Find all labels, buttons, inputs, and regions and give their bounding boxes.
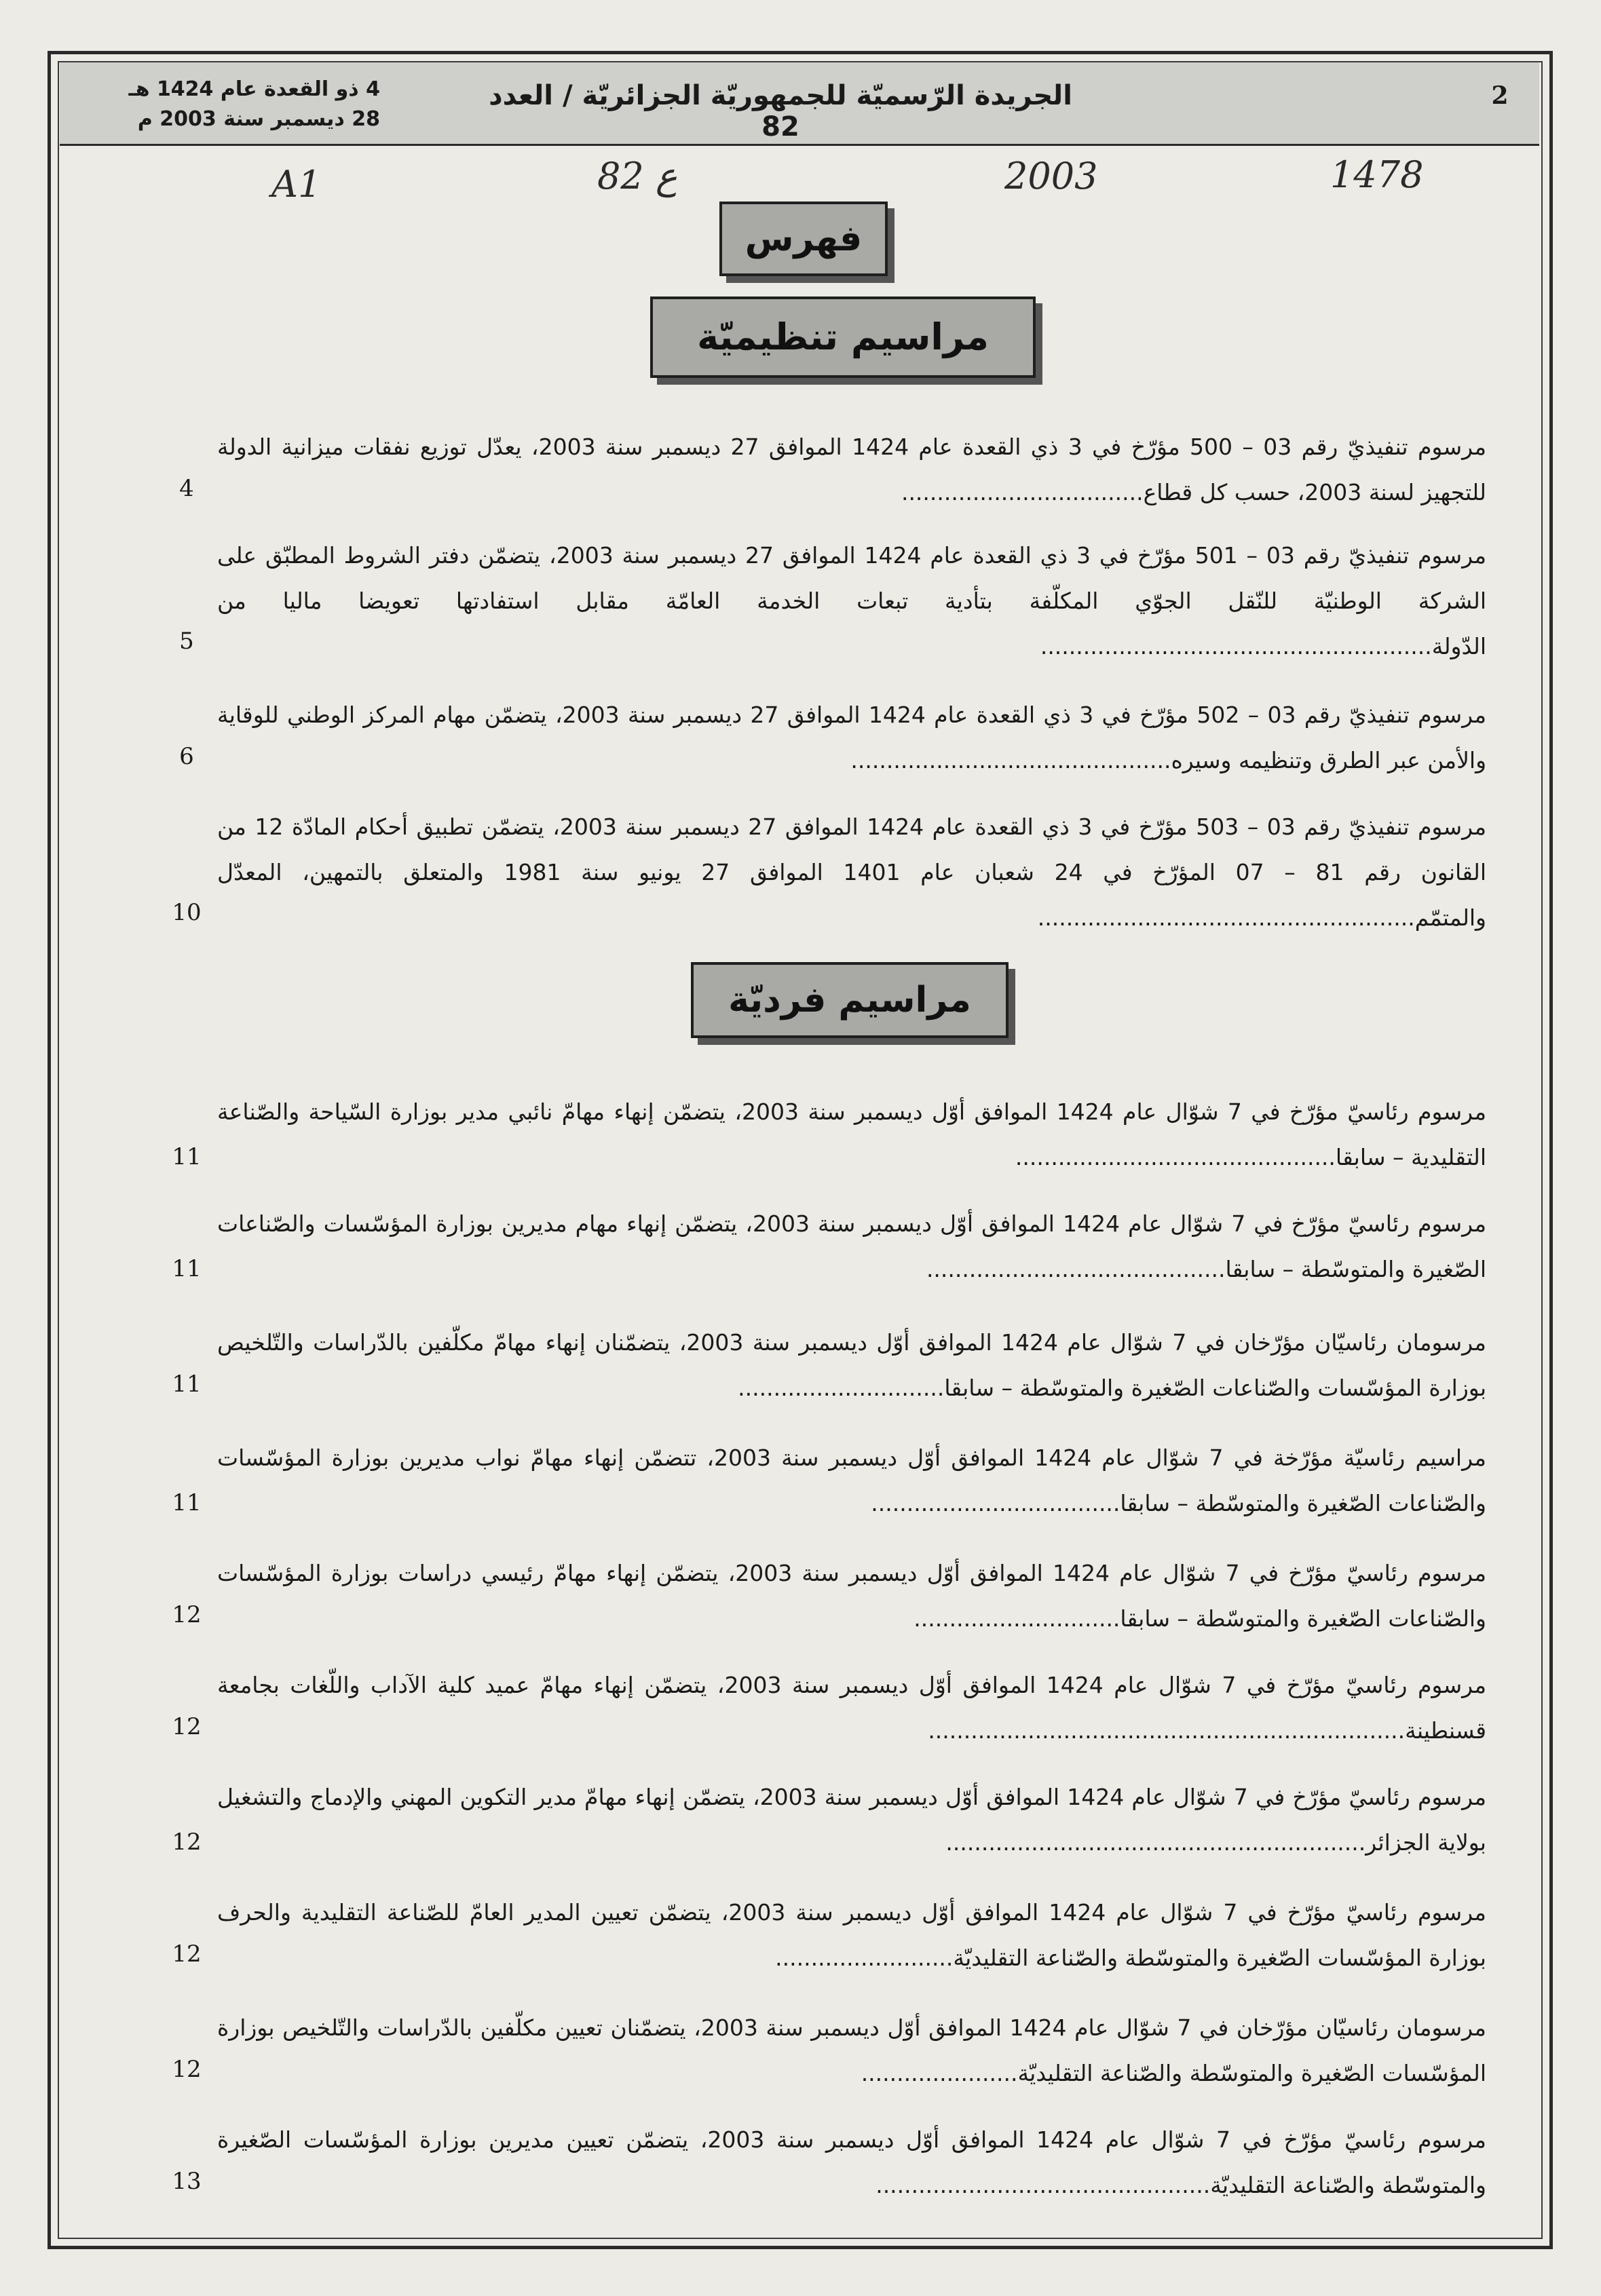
regulatory-entry-1 <box>217 424 1486 515</box>
entry-text: مرسومان رئاسيّان مؤرّخان في 7 شوّال عام 1424 الموافق أوّل ديسمبر سنة 2003، يتضمّنان تعيين مكلّفين بالدّراسات والتّلخيص بوزارة المؤسّسات الصّغيرة والمتوسّطة والصّناعة التقليديّة <box>217 2014 1486 2086</box>
entry-text: مرسوم تنفيذيّ رقم 03 – 501 مؤرّخ في 3 ذي القعدة عام 1424 الموافق 27 ديسمبر سنة 2003، يتضمّن دفتر الشروط المطبّق على الشركة الوطنيّة للنّقل الجوّي المكلّفة بتأدية تبعات الخدمة العامّة مقابل استفادتها تعويضا ماليا من الدّولة <box>217 542 1487 659</box>
regulatory-section-title: مراسيم تنظيميّة <box>650 296 1036 378</box>
individual-entry-9-page: 12 <box>172 2056 202 2083</box>
entry-text: مرسوم رئاسيّ مؤرّخ في 7 شوّال عام 1424 الموافق أوّل ديسمبر سنة 2003، يتضمّن إنهاء مهامّ مدير التكوين المهني والإدماج والتشغيل بولاية الجزائر <box>217 1784 1486 1856</box>
regulatory-entry-4 <box>217 804 1486 940</box>
regulatory-entry-2 <box>217 533 1486 669</box>
header-date-hijri: 4 ذو القعدة عام 1424 هـ <box>128 77 380 101</box>
leader-dots: ............................................... <box>875 2172 1211 2198</box>
entry-text: مراسيم رئاسيّة مؤرّخة في 7 شوّال عام 1424 الموافق أوّل ديسمبر سنة 2003، تتضمّن إنهاء مهامّ نواب مديرين بوزارة المؤسّسات والصّناعات الصّغيرة والمتوسّطة – سابقا <box>217 1444 1486 1516</box>
individual-entry-3 <box>217 1320 1486 1411</box>
handwritten-mark-1: A1 <box>271 163 322 206</box>
individual-entry-2-page: 11 <box>172 1255 202 1282</box>
individual-entry-5-page: 12 <box>172 1601 202 1628</box>
individual-entry-9 <box>217 2005 1486 2096</box>
header-date-gregorian: 28 ديسمبر سنة 2003 م <box>137 107 380 131</box>
individual-entry-6-page: 12 <box>172 1713 202 1740</box>
entry-text: مرسوم رئاسيّ مؤرّخ في 7 شوّال عام 1424 الموافق أوّل ديسمبر سنة 2003، يتضمّن إنهاء مهامّ رئيسي دراسات بوزارة المؤسّسات والصّناعات الصّغيرة والمتوسّطة – سابقا <box>217 1560 1486 1632</box>
leader-dots: ................................... <box>871 1490 1120 1516</box>
individual-entry-7-page: 12 <box>172 1829 202 1856</box>
leader-dots: ................................................................... <box>928 1717 1406 1744</box>
regulatory-entry-1-page: 4 <box>179 475 194 502</box>
individual-entry-4 <box>217 1435 1486 1526</box>
entry-text: مرسوم رئاسيّ مؤرّخ في 7 شوّال عام 1424 الموافق أوّل ديسمبر سنة 2003، يتضمّن إنهاء مهامّ عميد كلية الآداب واللّغات بجامعة قسنطينة <box>217 1672 1486 1744</box>
header-date <box>68 75 380 134</box>
individual-entry-4-page: 11 <box>172 1489 202 1516</box>
entry-text: مرسوم رئاسيّ مؤرّخ في 7 شوّال عام 1424 الموافق أوّل ديسمبر سنة 2003، يتضمّن إنهاء مهامّ نائبي مدير بوزارة السّياحة والصّناعة التقليدية – سابقا <box>217 1098 1486 1170</box>
regulatory-entry-3-page: 6 <box>179 743 194 770</box>
individual-entry-6 <box>217 1662 1486 1753</box>
handwritten-mark-2: 82 ع <box>597 155 678 197</box>
entry-text: مرسوم رئاسيّ مؤرّخ في 7 شوّال عام 1424 الموافق أوّل ديسمبر سنة 2003، يتضمّن تعيين مديرين بوزارة المؤسّسات الصّغيرة والمتوسّطة والصّناعة التقليديّة <box>217 2126 1486 2198</box>
leader-dots: ..................................................... <box>1037 904 1415 931</box>
leader-dots: ......................... <box>775 1945 954 1971</box>
entry-text: مرسوم تنفيذيّ رقم 03 – 500 مؤرّخ في 3 ذي القعدة عام 1424 الموافق 27 ديسمبر سنة 2003، يعدّل توزيع نفقات ميزانية الدولة للتجهيز لسنة 2003، حسب كل قطاع <box>217 434 1486 505</box>
handwritten-mark-4: 1478 <box>1330 153 1424 196</box>
individual-entry-1 <box>217 1089 1486 1180</box>
individual-entry-7 <box>217 1774 1486 1865</box>
leader-dots: ............................................. <box>1015 1144 1336 1170</box>
leader-dots: ........................................................... <box>945 1829 1366 1856</box>
individual-entry-2 <box>217 1201 1486 1292</box>
entry-text: مرسومان رئاسيّان مؤرّخان في 7 شوّال عام 1424 الموافق أوّل ديسمبر سنة 2003، يتضمّنان إنهاء مهامّ مكلّفين بالدّراسات والتّلخيص بوزارة المؤسّسات والصّناعات الصّغيرة والمتوسّطة – سابقا <box>217 1329 1486 1401</box>
leader-dots: ............................. <box>738 1375 945 1401</box>
entry-text: مرسوم رئاسيّ مؤرّخ في 7 شوّال عام 1424 الموافق أوّل ديسمبر سنة 2003، يتضمّن تعيين المدير العامّ للصّناعة التقليدية والحرف بوزارة المؤسّسات الصّغيرة والمتوسّطة والصّناعة التقليديّة <box>217 1899 1486 1971</box>
index-title: فهرس <box>719 202 888 276</box>
leader-dots: .......................................... <box>926 1256 1226 1282</box>
regulatory-entry-4-page: 10 <box>172 899 202 926</box>
individual-entry-8 <box>217 1890 1486 1981</box>
entry-text: مرسوم تنفيذيّ رقم 03 – 503 مؤرّخ في 3 ذي القعدة عام 1424 الموافق 27 ديسمبر سنة 2003، يتضمّن تطبيق أحكام المادّة 12 من القانون رقم 81 – 07 المؤرّخ في 24 شعبان عام 1401 الموافق 27 يونيو سنة 1981 والمتعلق بالتمهين، المعدّل والمتمّم <box>217 814 1487 931</box>
individual-entry-3-page: 11 <box>172 1371 202 1398</box>
header-page-number: 2 <box>1491 81 1509 110</box>
individual-entry-10-page: 13 <box>172 2168 202 2195</box>
header-title: الجريدة الرّسميّة للجمهوريّة الجزائريّة / العدد 82 <box>489 80 1072 142</box>
handwritten-mark-3: 2003 <box>1004 155 1098 197</box>
regulatory-entry-2-page: 5 <box>179 628 194 655</box>
individual-entry-10 <box>217 2117 1486 2208</box>
leader-dots: ............................................. <box>850 747 1171 773</box>
regulatory-entry-3 <box>217 692 1486 783</box>
leader-dots: ...................... <box>861 2060 1018 2086</box>
entry-text: مرسوم رئاسيّ مؤرّخ في 7 شوّال عام 1424 الموافق أوّل ديسمبر سنة 2003، يتضمّن إنهاء مهام مديرين بوزارة المؤسّسات والصّناعات الصّغيرة والمتوسّطة – سابقا <box>217 1210 1487 1282</box>
individual-entry-8-page: 12 <box>172 1940 202 1968</box>
individual-entry-1-page: 11 <box>172 1143 202 1170</box>
leader-dots: ............................. <box>913 1605 1120 1632</box>
leader-dots: .................................. <box>901 479 1144 505</box>
individual-section-title: مراسيم فرديّة <box>691 962 1009 1038</box>
leader-dots: ....................................................... <box>1040 633 1432 659</box>
entry-text: مرسوم تنفيذيّ رقم 03 – 502 مؤرّخ في 3 ذي القعدة عام 1424 الموافق 27 ديسمبر سنة 2003، يتضمّن مهام المركز الوطني للوقاية والأمن عبر الطرق وتنظيمه وسيره <box>217 702 1486 773</box>
individual-entry-5 <box>217 1550 1486 1641</box>
